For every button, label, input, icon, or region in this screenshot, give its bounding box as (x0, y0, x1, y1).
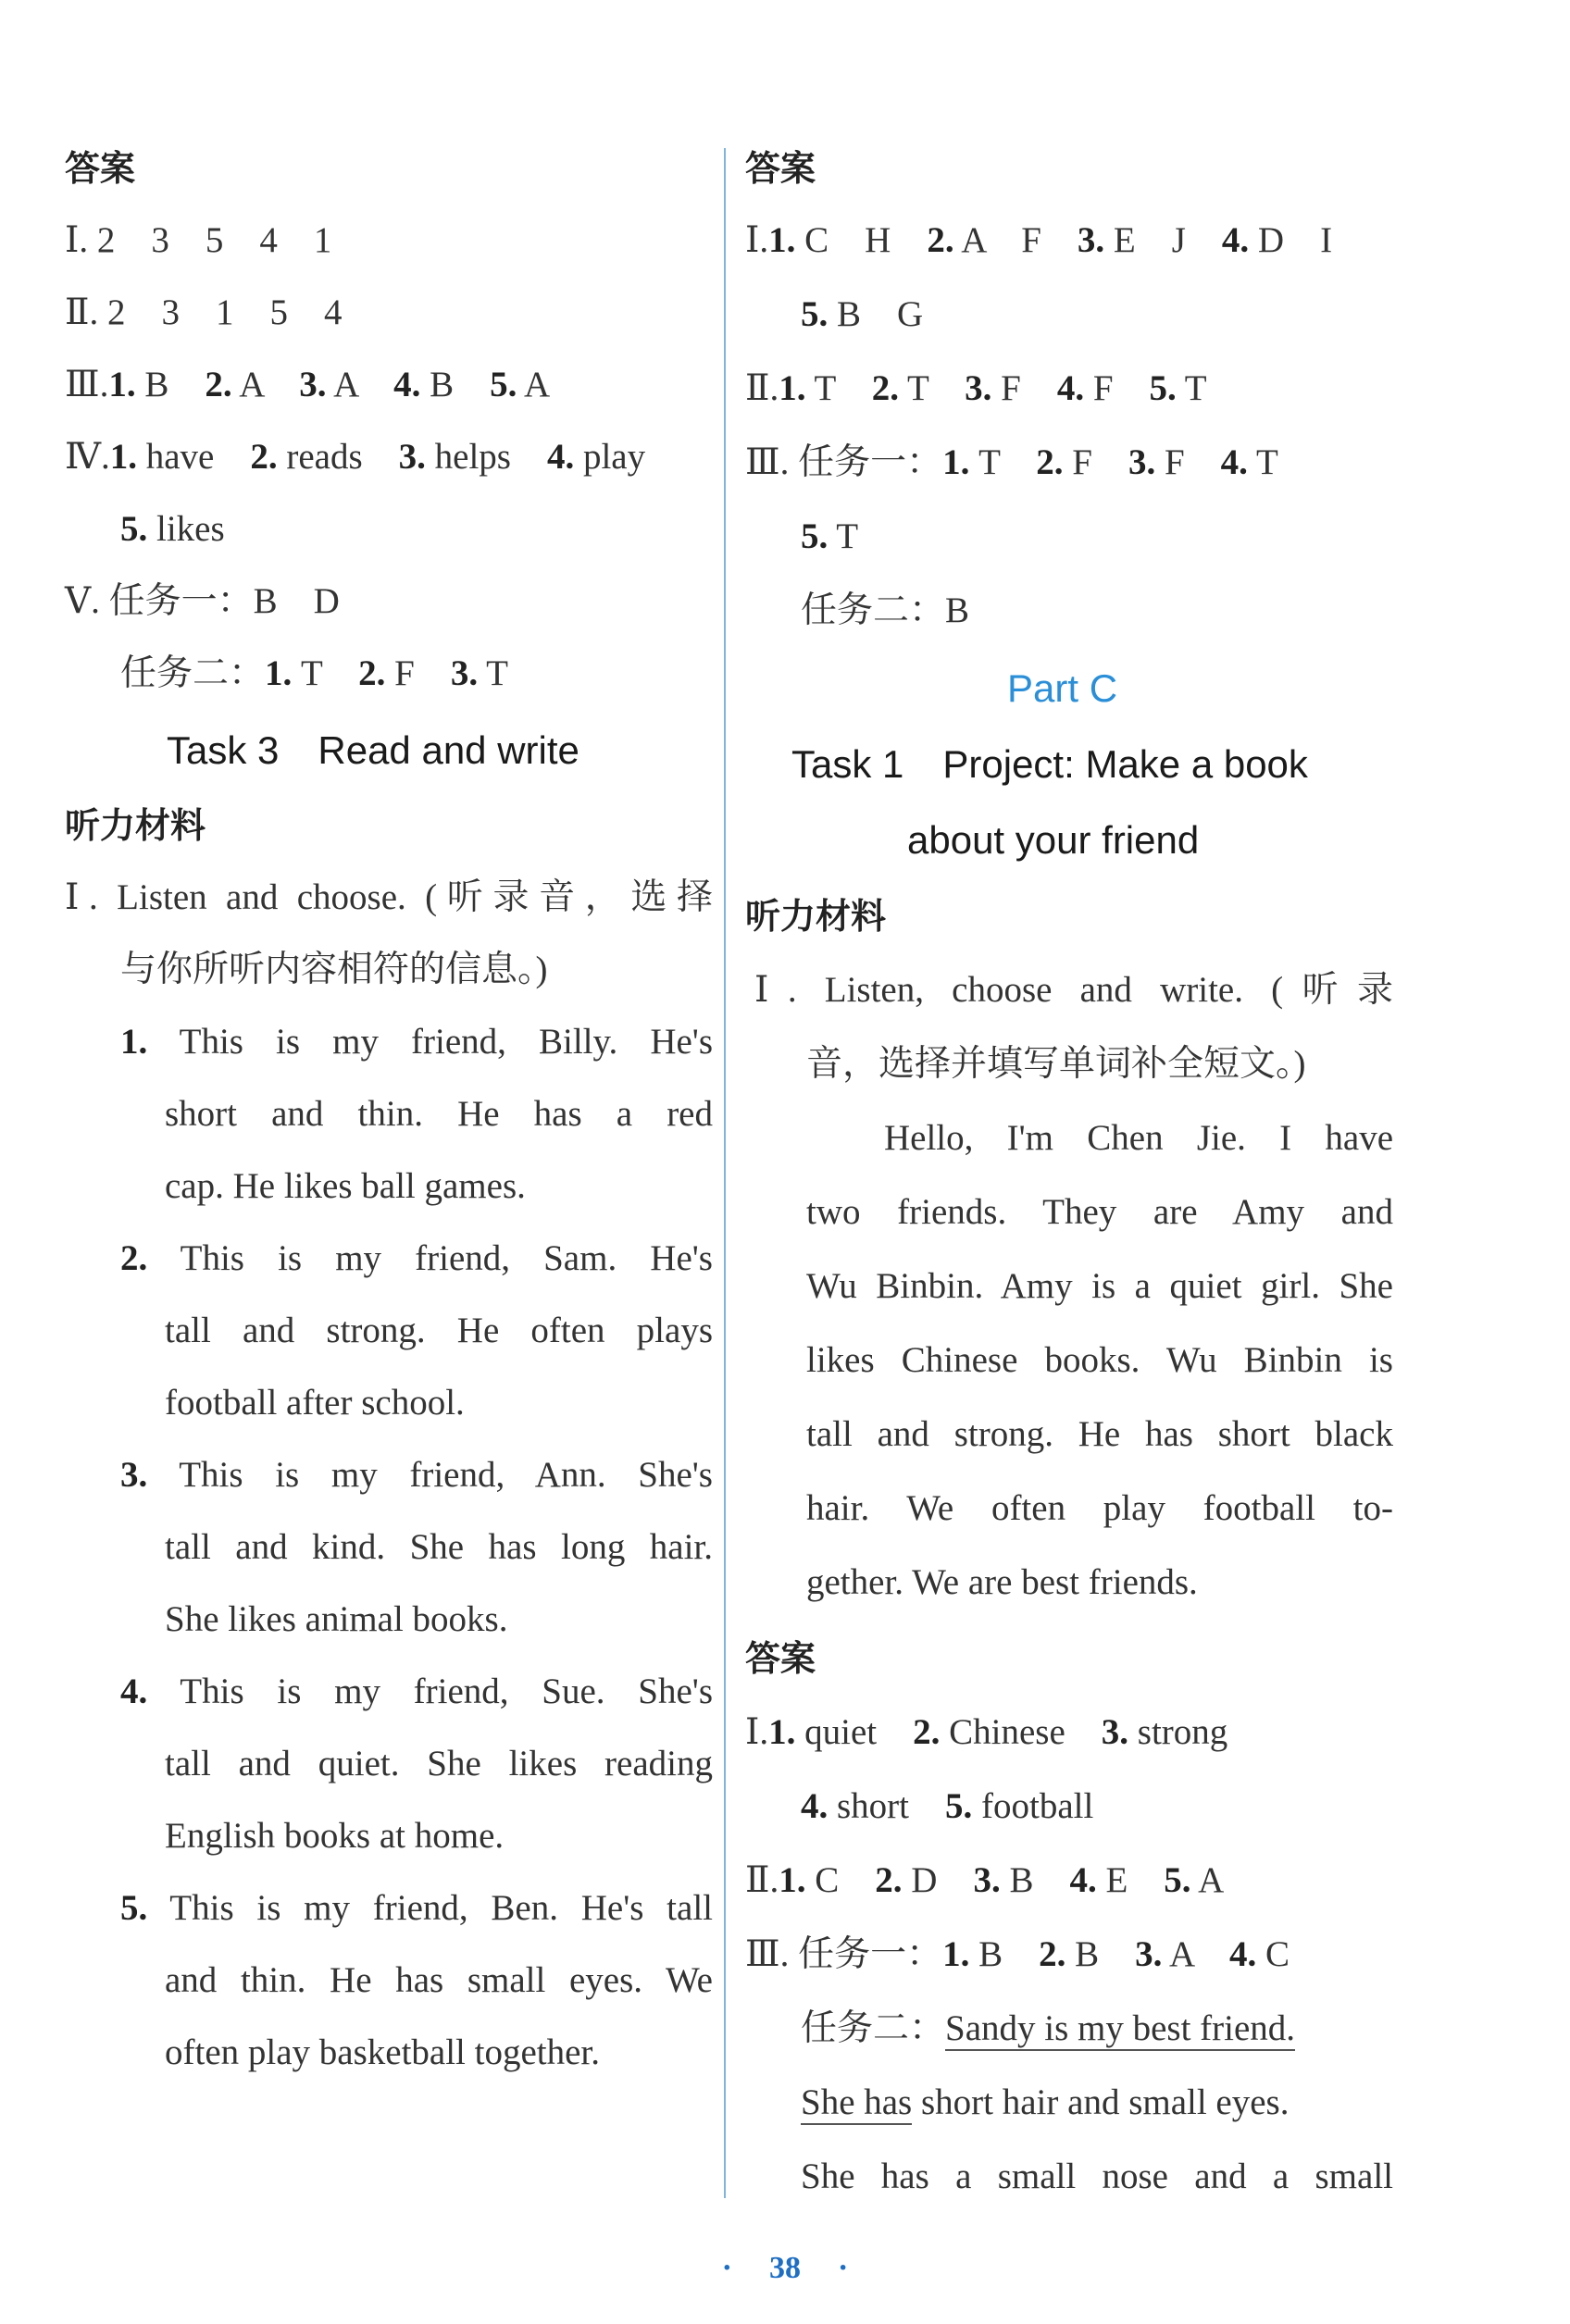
answer-b3-task2-line-2: She has short hair and small eyes. (801, 2081, 1289, 2125)
paragraph-line-5: tall and strong. He has short black (806, 1414, 1393, 1454)
task-1-subtitle: about your friend (907, 818, 1200, 862)
passage-4-line-3: English books at home. (165, 1816, 505, 1856)
passage-5-line-2: and thin. He has small eyes. We (165, 1960, 713, 2000)
instruction-1: Ⅰ. Listen, choose and write. (听录 (754, 970, 1393, 1010)
instruction-1: Ⅰ. Listen and choose. (听录音，选择 (65, 877, 713, 917)
answer-2: Ⅱ. 2 3 1 5 4 (65, 292, 343, 332)
answer-b1-cont: 4. short 5. football (801, 1786, 1094, 1826)
answer-5-task2: 任务二：1. T 2. F 3. T (120, 653, 508, 693)
paragraph-line-6: hair. We often play football to- (806, 1488, 1393, 1528)
passage-3-line-3: She likes animal books. (165, 1599, 508, 1639)
footer-dot-right: · (838, 2251, 849, 2285)
passage-5-line-1: 5. This is my friend, Ben. He's tall (120, 1888, 713, 1928)
answer-5: Ⅴ. 任务一：B D (65, 581, 340, 621)
passage-3-line-1: 3. This is my friend, Ann. She's (120, 1455, 713, 1495)
footer-dot-left: · (721, 2251, 732, 2285)
part-c-title: Part C (1007, 666, 1118, 710)
passage-3-line-2: tall and kind. She has long hair. (165, 1527, 713, 1567)
task-1-title: Task 1 Project: Make a book (791, 742, 1308, 786)
answer-1-cont: 5. B G (801, 294, 924, 334)
paragraph-line-4: likes Chinese books. Wu Binbin is (806, 1340, 1393, 1380)
page-number: 38 (769, 2251, 801, 2285)
answer-heading-2: 答案 (745, 1638, 816, 1679)
answer-b3-task2-line-3: She has a small nose and a small (801, 2156, 1393, 2196)
passage-1-line-1: 1. This is my friend, Billy. He's (120, 1022, 713, 1062)
answer-b3-task2: 任务二：Sandy is my best friend. (801, 2007, 1295, 2051)
task-3-title: Task 3 Read and write (167, 728, 579, 772)
answer-3: Ⅲ. 任务一：1. T 2. F 3. F 4. T (745, 442, 1278, 482)
instruction-2: 与你所听内容相符的信息。) (120, 950, 548, 989)
passage-4-line-1: 4. This is my friend, Sue. She's (120, 1672, 713, 1711)
answer-4-cont: 5. likes (120, 509, 225, 549)
passage-5-line-3: often play basketball together. (165, 2032, 601, 2072)
answer-b3: Ⅲ. 任务一：1. B 2. B 3. A 4. C (745, 1934, 1290, 1974)
answer-heading: 答案 (65, 148, 136, 189)
paragraph-line-2: two friends. They are Amy and (806, 1192, 1393, 1232)
passage-4-line-2: tall and quiet. She likes reading (165, 1744, 713, 1783)
answer-4: Ⅳ.1. have 2. reads 3. helps 4. play (65, 437, 646, 477)
passage-2-line-2: tall and strong. He often plays (165, 1311, 713, 1350)
passage-1-line-3: cap. He likes ball games. (165, 1166, 526, 1206)
answer-heading: 答案 (745, 148, 816, 189)
paragraph-line-7: gether. We are best friends. (806, 1562, 1198, 1602)
answer-3: Ⅲ.1. B 2. A 3. A 4. B 5. A (65, 365, 551, 404)
paragraph-line-3: Wu Binbin. Amy is a quiet girl. She (806, 1266, 1393, 1306)
answer-b1: Ⅰ.1. quiet 2. Chinese 3. strong (745, 1712, 1228, 1752)
listening-heading: 听力材料 (745, 896, 887, 937)
answer-b2: Ⅱ.1. C 2. D 3. B 4. E 5. A (745, 1860, 1225, 1900)
answer-3-cont: 5. T (801, 516, 859, 556)
listening-heading: 听力材料 (65, 805, 206, 846)
passage-2-line-3: football after school. (165, 1383, 465, 1423)
column-divider (724, 148, 726, 2198)
answer-1: Ⅰ.1. C H 2. A F 3. E J 4. D I (745, 220, 1333, 260)
instruction-2: 音，选择并填写单词补全短文。) (806, 1044, 1306, 1084)
paragraph-line-1: Hello, I'm Chen Jie. I have (884, 1118, 1393, 1158)
answer-1: Ⅰ. 2 3 5 4 1 (65, 220, 332, 260)
passage-1-line-2: short and thin. He has a red (165, 1094, 713, 1134)
passage-2-line-1: 2. This is my friend, Sam. He's (120, 1238, 713, 1278)
answer-2: Ⅱ.1. T 2. T 3. F 4. F 5. T (745, 368, 1207, 408)
page-number-footer (0, 2251, 1570, 2286)
answer-3-task2: 任务二：B (801, 590, 970, 630)
